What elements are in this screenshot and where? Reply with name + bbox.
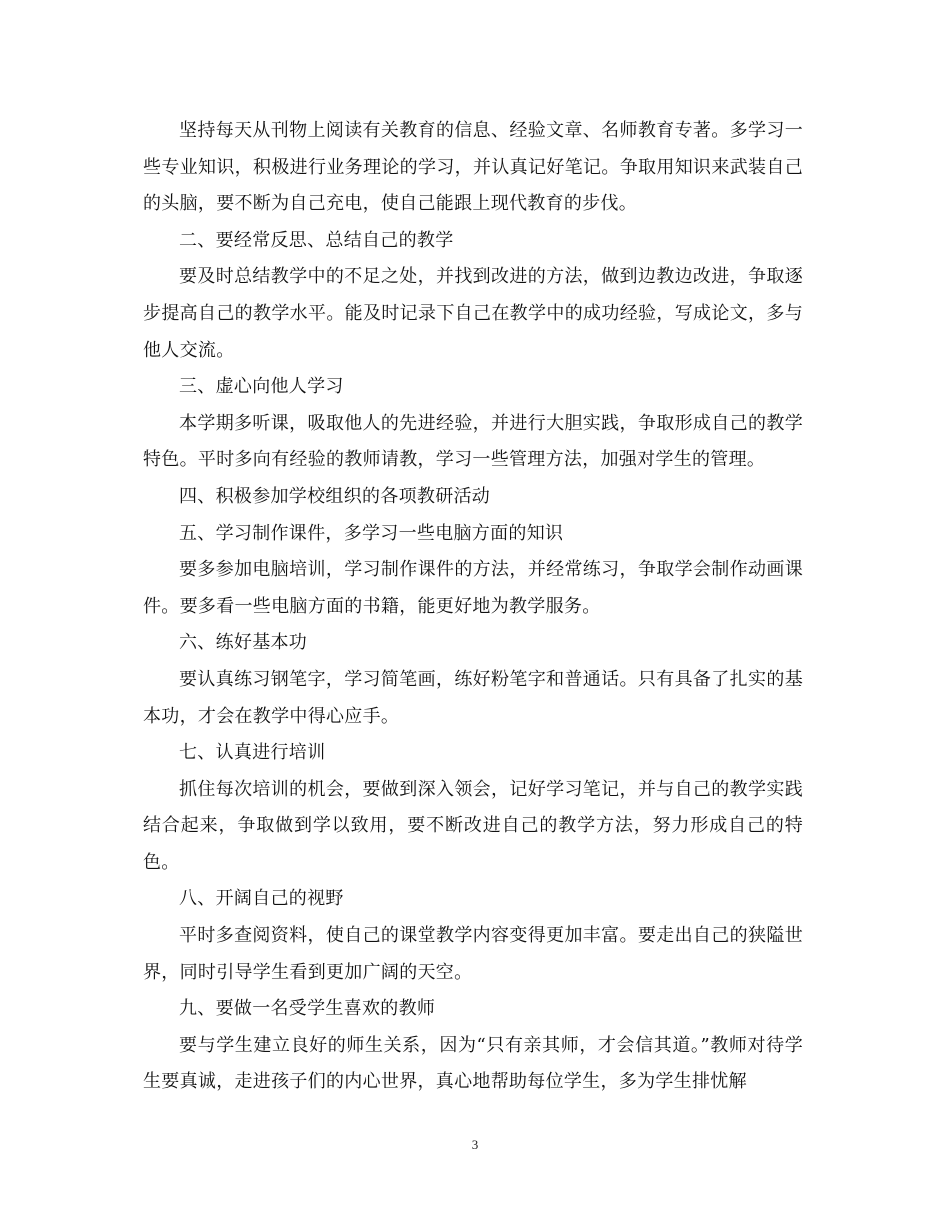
paragraph-training: 抓住每次培训的机会，要做到深入领会，记好学习笔记，并与自己的教学实践结合起来，争取做到学以致用，要不断改进自己的教学方法，努力形成自己的特色。 (143, 778, 803, 873)
paragraph-broaden-vision: 平时多查阅资料，使自己的课堂教学内容变得更加丰富。要走出自己的狭隘世界，同时引导学生看到更加广阔的天空。 (143, 925, 803, 983)
heading-broaden-vision: 八、开阔自己的视野 (179, 888, 344, 910)
paragraph-basic-skills: 要认真练习钢笔字，学习简笔画，练好粉笔字和普通话。只有具备了扎实的基本功，才会在教学中得心应手。 (143, 668, 803, 727)
heading-beloved-teacher: 九、要做一名受学生喜欢的教师 (179, 998, 436, 1020)
paragraph-beloved-teacher: 要与学生建立良好的师生关系，因为“只有亲其师，才会信其道。”教师对待学生要真诚，走进孩子们的内心世界，真心地帮助每位学生，多为学生排忧解 (143, 1034, 803, 1093)
heading-courseware: 五、学习制作课件，多学习一些电脑方面的知识 (179, 522, 564, 544)
page-number: 3 (471, 1137, 479, 1152)
paragraph-courseware: 要多参加电脑培训，学习制作课件的方法，并经常练习，争取学会制作动画课件。要多看一些电脑方面的书籍，能更好地为教学服务。 (143, 559, 803, 617)
heading-reflect-teaching: 二、要经常反思、总结自己的教学 (179, 229, 454, 251)
paragraph-reading-habit: 坚持每天从刊物上阅读有关教育的信息、经验文章、名师教育专著。多学习一些专业知识，积极进行业务理论的学习，并认真记好笔记。争取用知识来武装自己的头脑，要不断为自己充电，使自己能跟上现代教育的步伐。 (143, 120, 803, 215)
heading-research-activities: 四、积极参加学校组织的各项教研活动 (179, 485, 491, 507)
paragraph-reflect-teaching: 要及时总结教学中的不足之处，并找到改进的方法，做到边教边改进，争取逐步提高自己的教学水平。能及时记录下自己在教学中的成功经验，写成论文，多与他人交流。 (143, 266, 803, 361)
paragraph-learn-from-others: 本学期多听课，吸取他人的先进经验，并进行大胆实践，争取形成自己的教学特色。平时多向有经验的教师请教，学习一些管理方法，加强对学生的管理。 (143, 412, 803, 471)
heading-training: 七、认真进行培训 (179, 742, 326, 764)
heading-basic-skills: 六、练好基本功 (179, 632, 308, 654)
heading-learn-from-others: 三、虚心向他人学习 (179, 376, 344, 398)
document-body (143, 113, 803, 1101)
